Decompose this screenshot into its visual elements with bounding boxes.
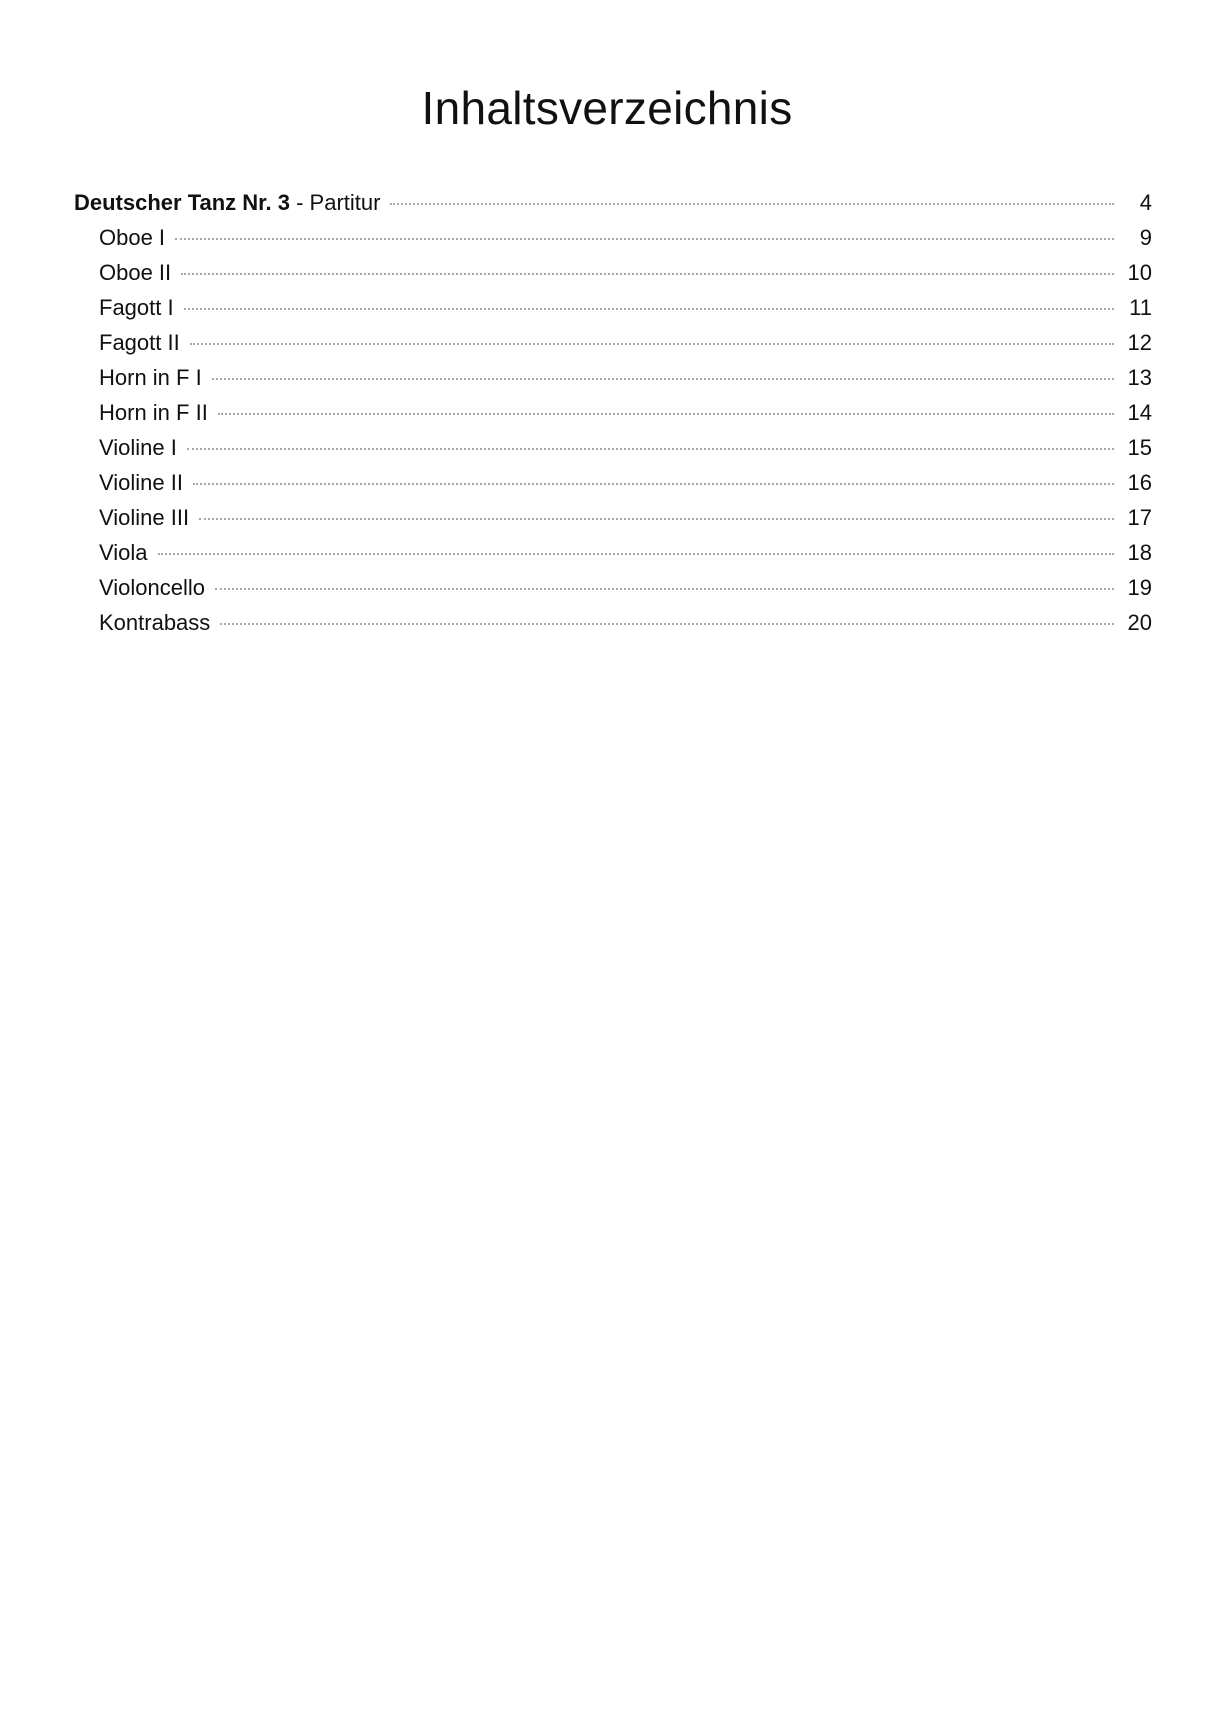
toc-entry-label: Horn in F I [99, 365, 202, 390]
toc-entry-viola[interactable] [74, 535, 1152, 570]
dot-leader [193, 483, 1114, 485]
dot-leader [187, 448, 1114, 450]
toc-entry-label: Violine II [99, 470, 183, 495]
dot-leader [181, 273, 1114, 275]
dot-leader [190, 343, 1114, 345]
toc-entry-label: Violoncello [99, 575, 206, 600]
toc-entry-fagott-1[interactable] [74, 290, 1152, 325]
toc-entry-oboe-2[interactable] [74, 255, 1152, 290]
toc-entry-label: Violine I [99, 435, 177, 460]
dot-leader [215, 588, 1114, 590]
toc-entry-kontrabass[interactable] [74, 605, 1152, 640]
toc-entry-page: 17 [1127, 505, 1152, 530]
toc-entry-page: 4 [1139, 190, 1152, 215]
dot-leader [218, 413, 1114, 415]
toc-entry-page: 13 [1127, 365, 1152, 390]
toc-entry-page: 12 [1127, 330, 1152, 355]
toc-entry-page: 16 [1127, 470, 1152, 495]
toc-entry-label: Oboe II [99, 260, 172, 285]
toc-entry-page: 10 [1127, 260, 1152, 285]
toc-entry-title: Deutscher Tanz Nr. 3 [74, 190, 290, 215]
toc-entry-subtitle: - Partitur [290, 190, 381, 215]
dot-leader [184, 308, 1114, 310]
toc-entry-label: Violine III [99, 505, 190, 530]
toc-entry-violine-2[interactable] [74, 465, 1152, 500]
dot-leader [199, 518, 1114, 520]
toc-entry-violine-1[interactable] [74, 430, 1152, 465]
toc-entry-page: 14 [1127, 400, 1152, 425]
toc-entry-horn-1[interactable] [74, 360, 1152, 395]
toc-entry-label [74, 185, 380, 220]
toc-entry-label: Kontrabass [99, 610, 211, 635]
dot-leader [212, 378, 1114, 380]
toc-entry-page: 19 [1127, 575, 1152, 600]
toc-entry-page: 11 [1129, 295, 1152, 320]
page-title: Inhaltsverzeichnis [421, 82, 793, 134]
toc-entry-page: 18 [1127, 540, 1152, 565]
toc-entry-main[interactable] [74, 185, 1152, 220]
toc-entry-page: 20 [1127, 610, 1152, 635]
dot-leader [390, 203, 1114, 205]
dot-leader [158, 553, 1114, 555]
toc-entry-page: 15 [1127, 435, 1152, 460]
toc-entry-violoncello[interactable] [74, 570, 1152, 605]
toc-entry-oboe-1[interactable] [74, 220, 1152, 255]
toc-entry-label: Fagott I [99, 295, 174, 320]
toc-entry-fagott-2[interactable] [74, 325, 1152, 360]
toc-entry-label: Fagott II [99, 330, 180, 355]
table-of-contents [74, 185, 1152, 640]
toc-entry-label: Viola [99, 540, 148, 565]
dot-leader [220, 623, 1114, 625]
toc-entry-label: Oboe I [99, 225, 166, 250]
toc-entry-label: Horn in F II [99, 400, 208, 425]
toc-entry-horn-2[interactable] [74, 395, 1152, 430]
toc-entry-page: 9 [1139, 225, 1152, 250]
toc-entry-violine-3[interactable] [74, 500, 1152, 535]
dot-leader [175, 238, 1114, 240]
